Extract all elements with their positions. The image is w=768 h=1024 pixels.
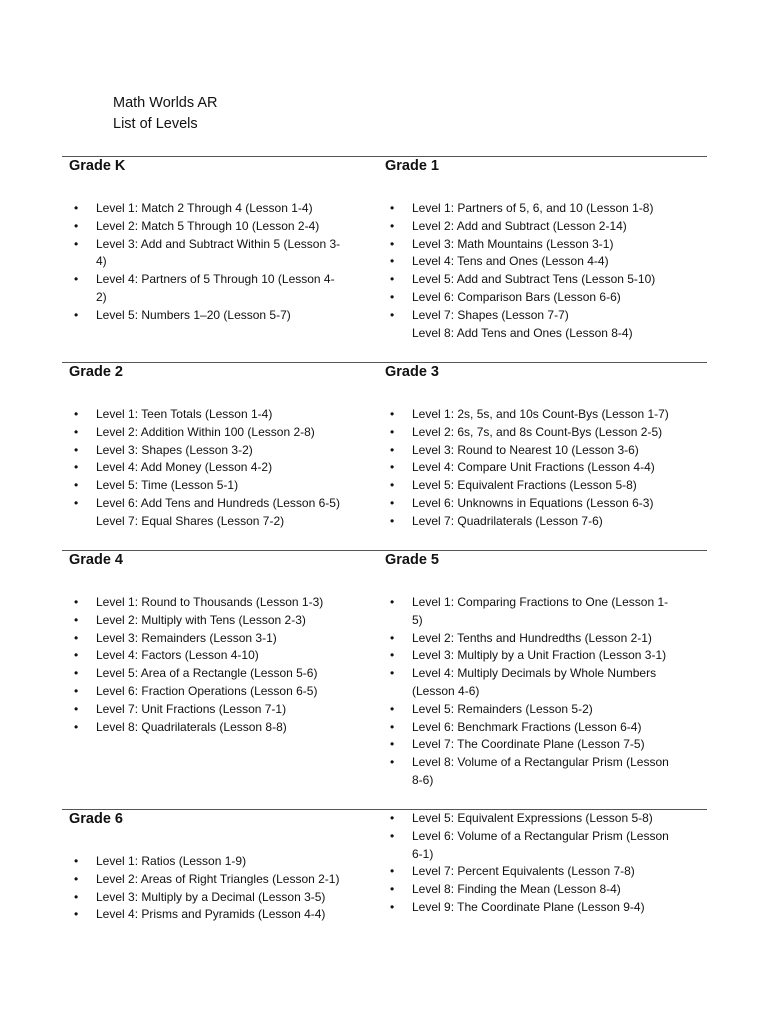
level-item: • Level 3: Math Mountains (Lesson 3-1) [385,236,703,254]
level-item: • Level 7: Shapes (Lesson 7-7) [385,307,703,325]
level-item: • Level 6: Benchmark Fractions (Lesson 6-4) [385,719,675,737]
level-item: • Level 4: Compare Unit Fractions (Lesson 4-4) [385,459,703,477]
grade-3-level-list [385,406,703,531]
grade-4-heading: Grade 4 [69,552,123,568]
level-item: • Level 4: Prisms and Pyramids (Lesson 4-4) [69,906,374,924]
level-item: • Level 3: Multiply by a Unit Fraction (Lesson 3-1) [385,647,675,665]
grade-4-level-list [69,594,374,736]
level-item: • Level 5: Time (Lesson 5-1) [69,477,374,495]
level-item: • Level 7: Percent Equivalents (Lesson 7-8) [385,863,675,881]
level-item: • Level 5: Numbers 1–20 (Lesson 5-7) [69,307,344,325]
level-item: • Level 3: Shapes (Lesson 3-2) [69,442,374,460]
level-item: • Level 1: Teen Totals (Lesson 1-4) [69,406,374,424]
grade-row-4-5 [62,550,707,810]
level-item: • Level 3: Remainders (Lesson 3-1) [69,630,374,648]
grade-row-2-3 [62,362,707,551]
level-item: • Level 1: Comparing Fractions to One (Lesson 1-5) [385,594,675,630]
grade-1-level-list [385,200,703,342]
grade-k-heading: Grade K [69,158,126,174]
level-item: Level 8: Add Tens and Ones (Lesson 8-4) [412,325,633,340]
grade-6-level-list-right [385,810,675,917]
level-item: • Level 6: Volume of a Rectangular Prism (Lesson 6-1) [385,828,675,864]
grade-row-6 [62,809,707,960]
grade-2-heading: Grade 2 [69,364,123,380]
level-item: • Level 4: Partners of 5 Through 10 (Lesson 4-2) [69,271,344,307]
document-subtitle: List of Levels [113,116,198,132]
level-item: • Level 2: Areas of Right Triangles (Lesson 2-1) [69,871,374,889]
level-item: • Level 5: Area of a Rectangle (Lesson 5-6) [69,665,374,683]
level-item: • Level 4: Tens and Ones (Lesson 4-4) [385,253,703,271]
level-item: • Level 8: Quadrilaterals (Lesson 8-8) [69,719,374,737]
level-item: • Level 7: The Coordinate Plane (Lesson 7-5) [385,736,675,754]
grade-k-level-list [69,200,344,325]
level-item: • Level 5: Equivalent Fractions (Lesson 5-8) [385,477,703,495]
level-item: • Level 8: Finding the Mean (Lesson 8-4) [385,881,675,899]
grade-row-k-1 [62,156,707,363]
level-item: • Level 2: Match 5 Through 10 (Lesson 2-4) [69,218,344,236]
grade-6-level-list-left [69,853,374,924]
level-item: • Level 1: 2s, 5s, and 10s Count-Bys (Lesson 1-7) [385,406,703,424]
grade-3-heading: Grade 3 [385,364,439,380]
level-item: • Level 2: Tenths and Hundredths (Lesson 2-1) [385,630,675,648]
level-item: • Level 4: Add Money (Lesson 4-2) [69,459,374,477]
level-item: Level 7: Equal Shares (Lesson 7-2) [96,513,285,528]
level-item: • Level 5: Equivalent Expressions (Lesson 5-8) [385,810,675,828]
level-item: • Level 6: Comparison Bars (Lesson 6-6) [385,289,703,307]
level-item: • Level 6: Unknowns in Equations (Lesson 6-3) [385,495,703,513]
level-item: • Level 4: Multiply Decimals by Whole Numbers (Lesson 4-6) [385,665,675,701]
level-item: • Level 5: Add and Subtract Tens (Lesson 5-10) [385,271,703,289]
grade-2-level-list [69,406,374,531]
level-item: • Level 1: Round to Thousands (Lesson 1-3) [69,594,374,612]
level-item: • Level 2: 6s, 7s, and 8s Count-Bys (Lesson 2-5) [385,424,703,442]
level-item: • Level 7: Unit Fractions (Lesson 7-1) [69,701,374,719]
level-item: • Level 7: Quadrilaterals (Lesson 7-6) [385,513,703,531]
grade-5-heading: Grade 5 [385,552,439,568]
level-item: • Level 3: Add and Subtract Within 5 (Lesson 3-4) [69,236,344,272]
document-title: Math Worlds AR [113,95,218,111]
level-item: • Level 1: Ratios (Lesson 1-9) [69,853,374,871]
document-title-block [113,93,218,135]
level-item: • Level 6: Add Tens and Hundreds (Lesson 6-5) [69,495,374,513]
grade-1-heading: Grade 1 [385,158,439,174]
level-item: • Level 8: Volume of a Rectangular Prism (Lesson 8-6) [385,754,675,790]
grade-5-level-list [385,594,675,790]
level-item: • Level 6: Fraction Operations (Lesson 6-5) [69,683,374,701]
level-item: • Level 5: Remainders (Lesson 5-2) [385,701,675,719]
level-item: • Level 1: Partners of 5, 6, and 10 (Lesson 1-8) [385,200,703,218]
grade-6-heading: Grade 6 [69,811,123,827]
level-item: • Level 3: Multiply by a Decimal (Lesson 3-5) [69,889,374,907]
level-item: • Level 9: The Coordinate Plane (Lesson 9-4) [385,899,675,917]
level-item: • Level 1: Match 2 Through 4 (Lesson 1-4) [69,200,344,218]
level-item: • Level 2: Multiply with Tens (Lesson 2-3) [69,612,374,630]
level-item: • Level 2: Addition Within 100 (Lesson 2-8) [69,424,374,442]
level-item: • Level 2: Add and Subtract (Lesson 2-14) [385,218,703,236]
level-item: • Level 3: Round to Nearest 10 (Lesson 3-6) [385,442,703,460]
level-item: • Level 4: Factors (Lesson 4-10) [69,647,374,665]
